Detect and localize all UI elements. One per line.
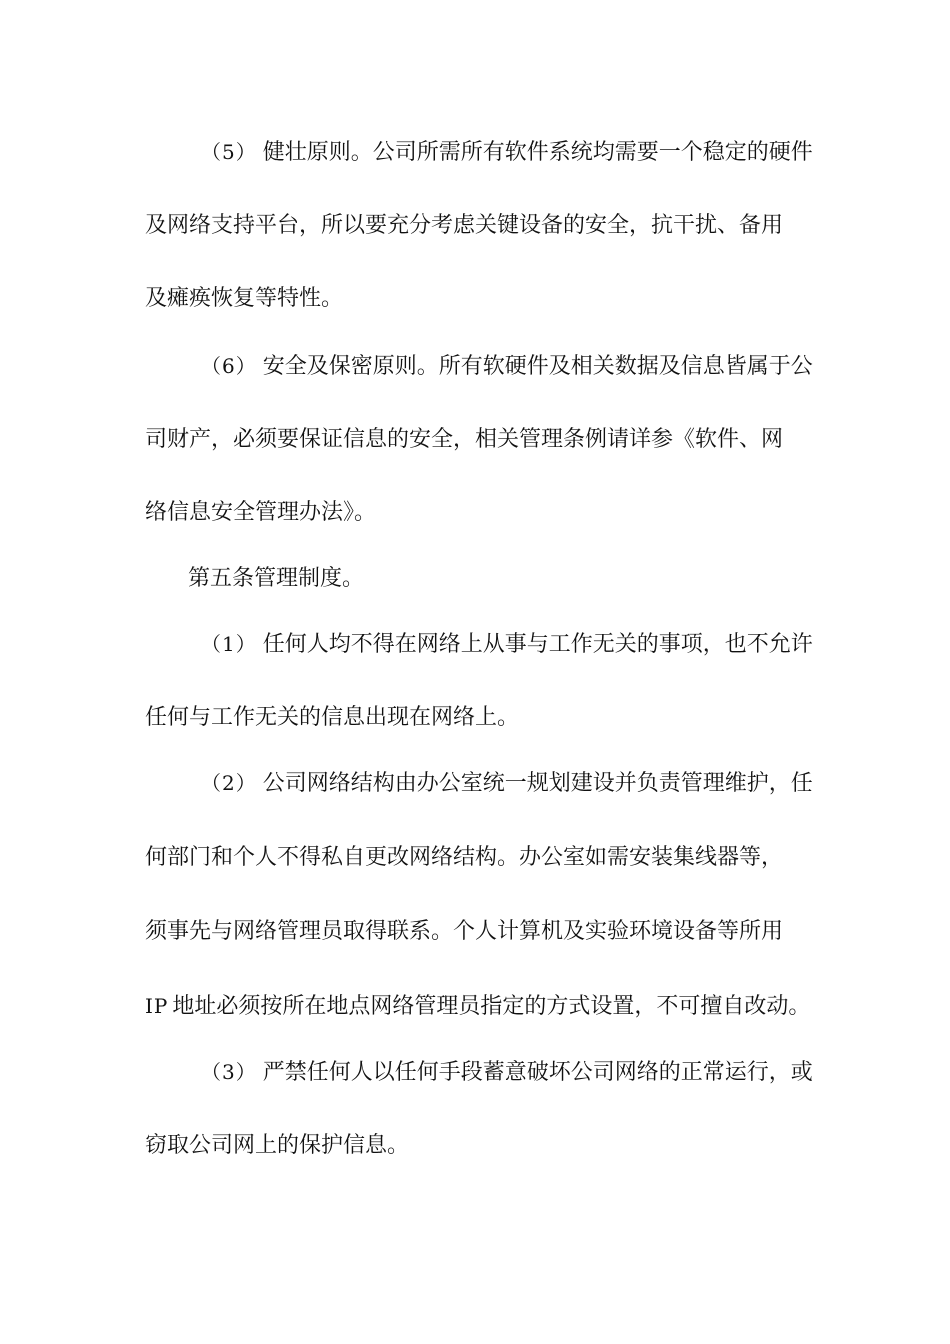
ip-prefix: IP bbox=[145, 994, 169, 1018]
paragraph-5-number: （5） bbox=[201, 140, 257, 164]
paragraph-6-line-2: 司财产，必须要保证信息的安全，相关管理条例请详参《软件、网 bbox=[145, 427, 784, 452]
rule-2-line-1 bbox=[201, 768, 813, 799]
paragraph-5-line-3: 及瘫痪恢复等特性。 bbox=[145, 286, 344, 311]
rule-2-line-4-text: 地址必须按所在地点网络管理员指定的方式设置，不可擅自改动。 bbox=[172, 994, 811, 1019]
rule-3-number: （3） bbox=[201, 1060, 257, 1084]
rule-2-line-3: 须事先与网络管理员取得联系。个人计算机及实验环境设备等所用 bbox=[145, 919, 784, 944]
paragraph-6-number: （6） bbox=[201, 354, 257, 378]
rule-1-text: 任何人均不得在网络上从事与工作无关的事项，也不允许 bbox=[262, 632, 813, 657]
rule-1-line-2: 任何与工作无关的信息出现在网络上。 bbox=[145, 705, 520, 730]
rule-2-line-2: 何部门和个人不得私自更改网络结构。办公室如需安装集线器等， bbox=[145, 845, 784, 870]
paragraph-5-line-1 bbox=[201, 137, 813, 168]
paragraph-5-line-2: 及网络支持平台，所以要充分考虑关键设备的安全，抗干扰、备用 bbox=[145, 213, 784, 238]
paragraph-6-line-3: 络信息安全管理办法》。 bbox=[145, 500, 377, 525]
rule-3-line-1 bbox=[201, 1057, 813, 1088]
paragraph-6-line-1 bbox=[201, 351, 813, 382]
rule-2-text: 公司网络结构由办公室统一规划建设并负责管理维护，任 bbox=[262, 771, 813, 796]
article-5-heading: 第五条管理制度。 bbox=[188, 566, 365, 591]
rule-1-line-1 bbox=[201, 629, 813, 660]
paragraph-5-text: 健壮原则。公司所需所有软件系统均需要一个稳定的硬件 bbox=[262, 140, 813, 165]
rule-1-number: （1） bbox=[201, 632, 257, 656]
rule-3-line-2: 窃取公司网上的保护信息。 bbox=[145, 1133, 410, 1158]
rule-3-text: 严禁任何人以任何手段蓄意破坏公司网络的正常运行，或 bbox=[262, 1060, 813, 1085]
rule-2-number: （2） bbox=[201, 771, 257, 795]
rule-2-line-4 bbox=[145, 991, 810, 1022]
paragraph-6-text: 安全及保密原则。所有软硬件及相关数据及信息皆属于公 bbox=[262, 354, 813, 379]
